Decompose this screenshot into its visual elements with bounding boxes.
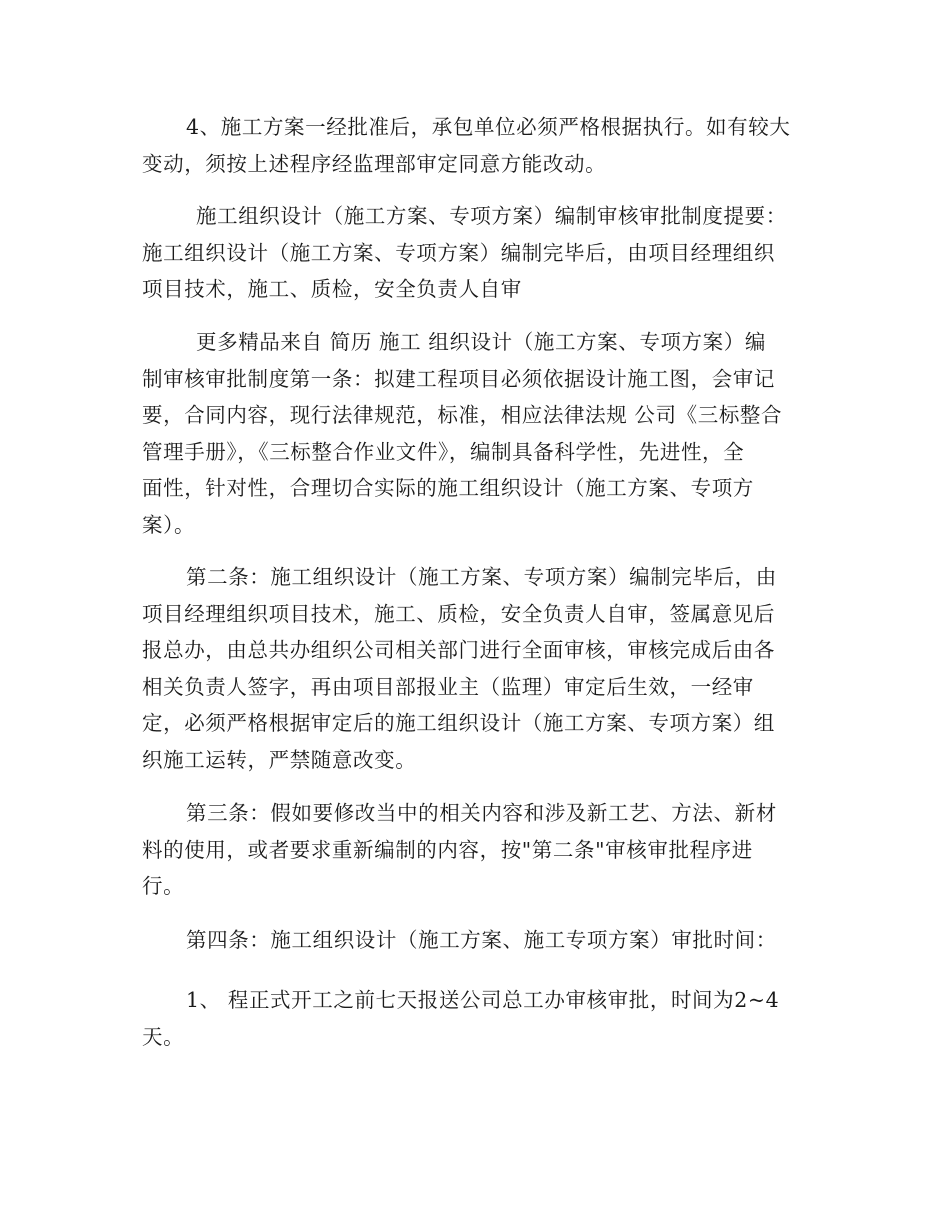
- text-line: 1、 程正式开工之前七天报送公司总工办审核审批，时间为2~4: [186, 988, 780, 1012]
- paragraph-article-three: [142, 795, 810, 905]
- text-line: 要，合同内容，现行法律规范，标准，相应法律法规 公司《三标整合: [142, 403, 783, 427]
- paragraph-item-one: [142, 982, 810, 1055]
- paragraph-article-four: [142, 922, 810, 959]
- text-line: 天。: [142, 1024, 185, 1049]
- paragraph-article-two: [142, 559, 810, 778]
- paragraph-construction-plan-approval: [142, 109, 810, 182]
- paragraph-article-one: [142, 324, 810, 543]
- text-line: 制审核审批制度第一条：拟建工程项目必须依据设计施工图，会审记: [142, 366, 775, 391]
- text-line: 行。: [142, 874, 185, 898]
- text-line: 项目技术，施工、质检，安全负责人自审: [142, 277, 522, 301]
- text-line: 织施工运转，严禁随意改变。: [142, 747, 417, 772]
- text-line: 案）。: [142, 512, 196, 537]
- text-line: 第二条：施工组织设计（施工方案、专项方案）编制完毕后，由: [186, 565, 777, 589]
- text-line: 施工组织设计（施工方案、专项方案）编制审核审批制度提要：: [196, 204, 787, 228]
- text-line: 相关负责人签字，再由项目部报业主（监理）审定后生效，一经审: [142, 674, 754, 699]
- text-line: 项目经理组织项目技术，施工、质检，安全负责人自审，签属意见后: [142, 601, 775, 626]
- text-line: 报总办，由总共办组织公司相关部门进行全面审核，审核完成后由各: [142, 638, 775, 662]
- text-line: 更多精品来自 简历 施工 组织设计（施工方案、专项方案）编: [196, 330, 766, 354]
- paragraph-system-summary: [142, 198, 810, 308]
- text-line: 定，必须严格根据审定后的施工组织设计（施工方案、专项方案）组: [142, 711, 775, 735]
- text-line: 变动，须按上述程序经监理部审定同意方能改动。: [142, 151, 607, 176]
- text-line: 管理手册》，《三标整合作业文件》，编制具备科学性，先进性，全: [142, 439, 745, 464]
- text-line: 料的使用，或者要求重新编制的内容，按"第二条"审核审批程序进: [142, 837, 753, 862]
- text-line: 第四条：施工组织设计（施工方案、施工专项方案）审批时间：: [186, 928, 777, 952]
- text-line: 第三条：假如要修改当中的相关内容和涉及新工艺、方法、新材: [186, 801, 777, 825]
- text-line: 施工组织设计（施工方案、专项方案）编制完毕后，由项目经理组织: [142, 240, 775, 265]
- text-line: 4、施工方案一经批准后，承包单位必须严格根据执行。如有较大: [186, 115, 791, 139]
- text-line: 面性，针对性，合理切合实际的施工组织设计（施工方案、专项方: [142, 476, 754, 500]
